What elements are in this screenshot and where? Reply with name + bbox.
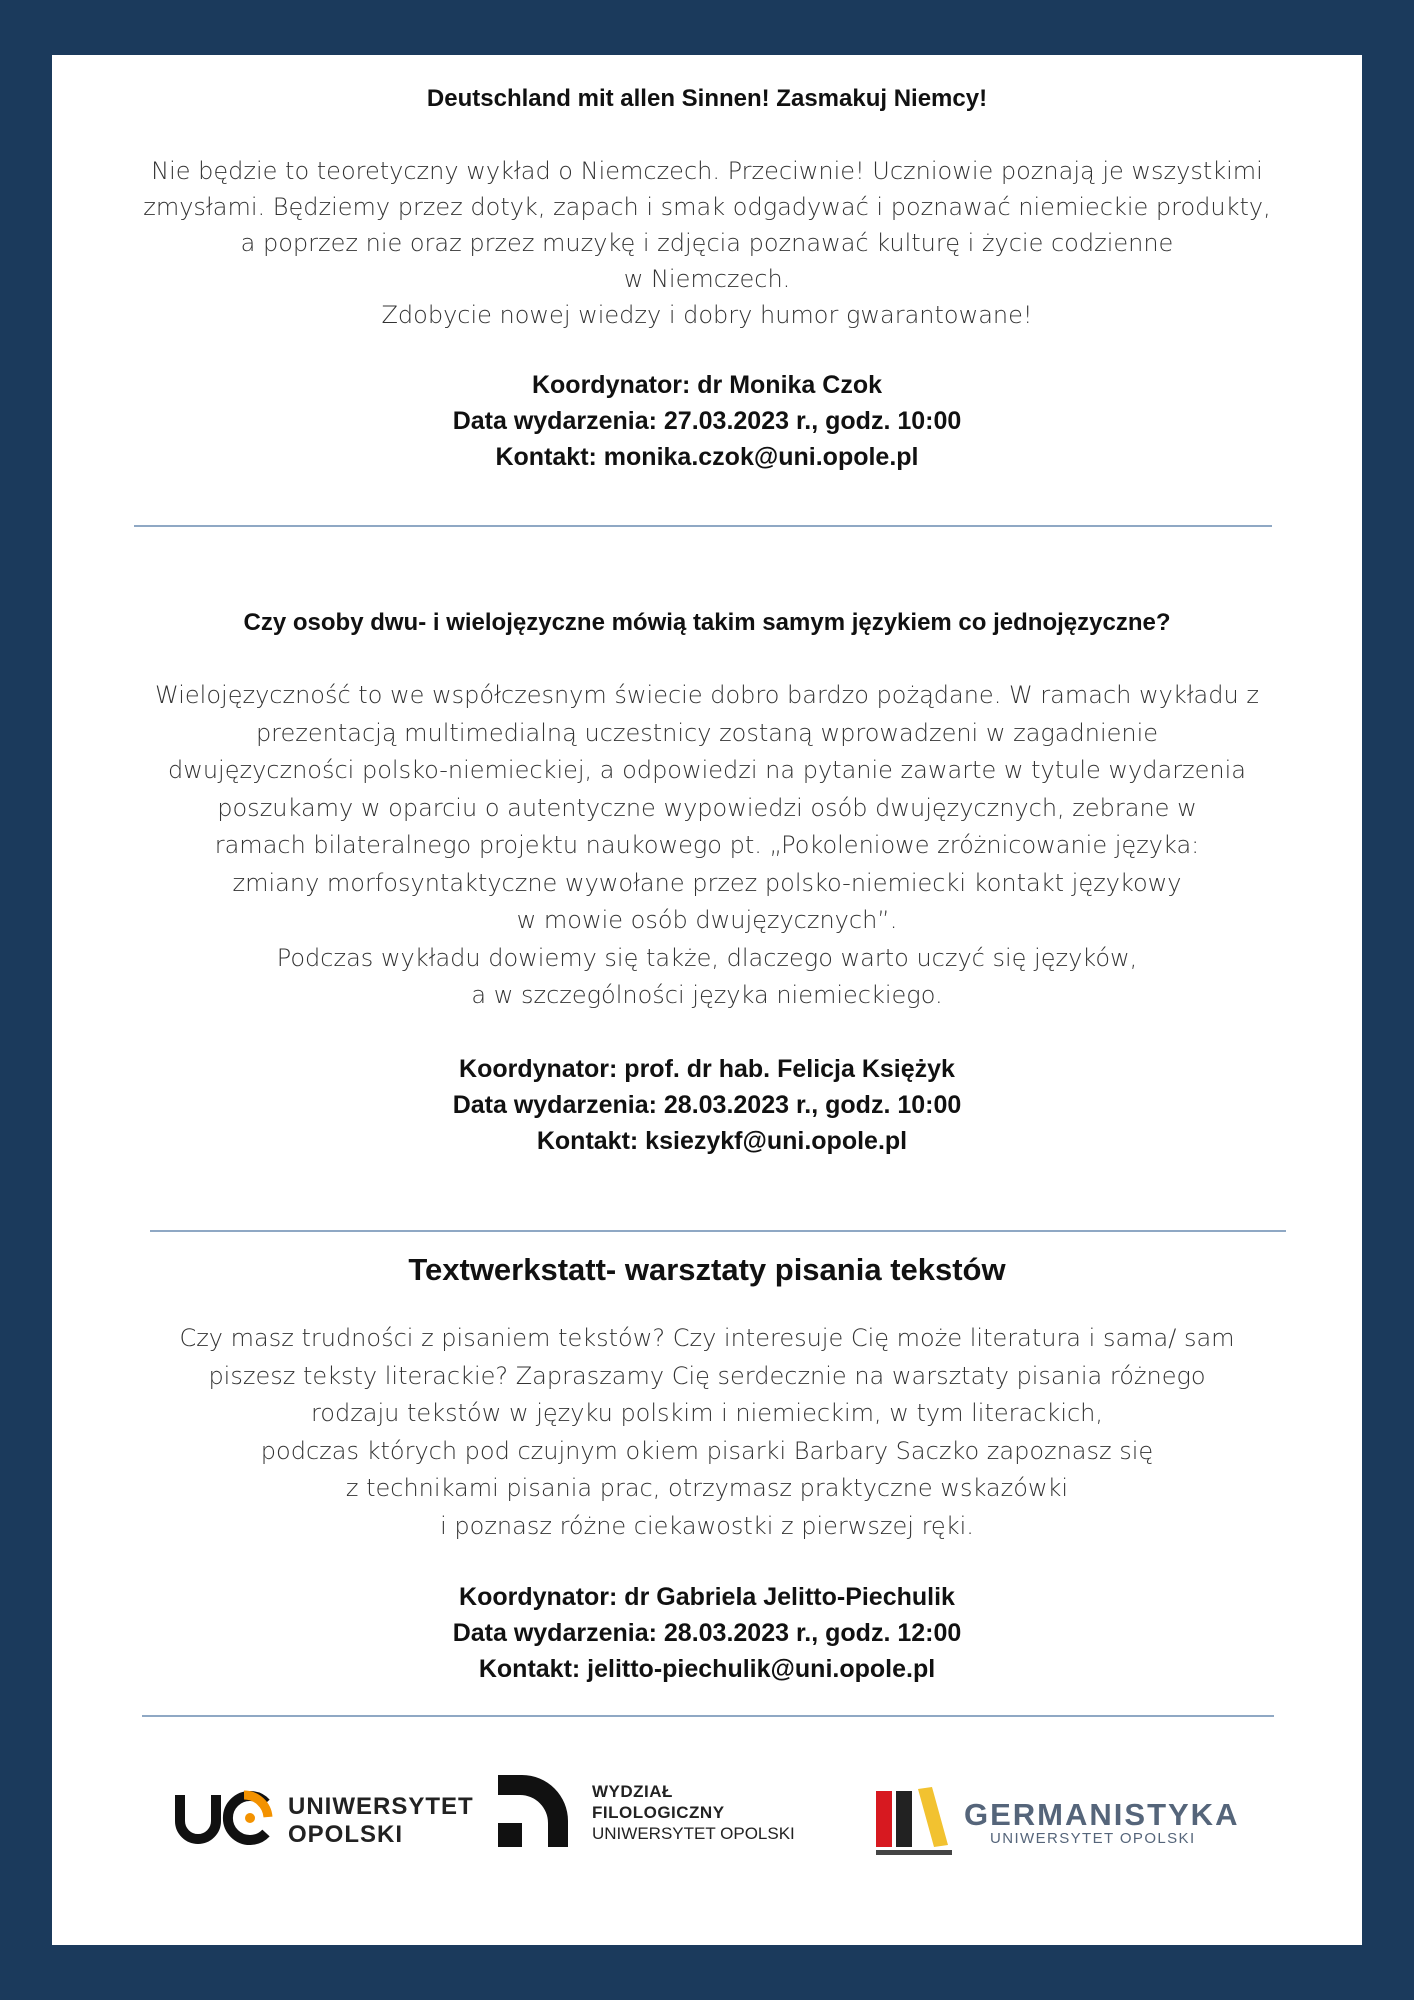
description-line: podczas których pod czujnym okiem pisarki Barbary Saczko zapoznasz się [260,1436,1154,1465]
event-description [52,1320,1362,1545]
section-divider [142,1715,1274,1717]
event-section-2 [52,607,1362,1159]
event-title: Czy osoby dwu- i wielojęzyczne mówią takim samym językiem co jednojęzyczne? [243,609,1171,636]
description-line: rodzaju tekstów w języku polskim i niemieckim, w tym literackich, [310,1399,1104,1427]
uniwersytet-opolski-logo [174,1787,474,1854]
coordinator: Koordynator: dr Monika Czok [531,371,882,399]
event-date: Data wydarzenia: 28.03.2023 r., godz. 10:00 [452,1090,962,1119]
description-line: dwujęzyczności polsko-niemieckiej, a odpowiedzi na pytanie zawarte w tytule wydarzenia [167,756,1247,784]
coordinator: Koordynator: dr Gabriela Jelitto-Piechulik [459,1583,955,1611]
wf-logo-text [592,1781,795,1844]
description-line: prezentacją multimedialną uczestnicy zostaną wprowadzeni w zagadnienie [255,718,1159,747]
wf-logo-line: WYDZIAŁ [592,1782,673,1801]
event-description [52,677,1362,1015]
description-line: Czy masz trudności z pisaniem tekstów? Czy interesuje Cię może literatura i sama/ sam [179,1324,1235,1352]
event-info [52,367,1362,475]
description-line: z technikami pisania prac, otrzymasz praktyczne wskazówki [345,1474,1069,1502]
coordinator: Koordynator: prof. dr hab. Felicja Księżyk [459,1054,955,1083]
event-date: Data wydarzenia: 27.03.2023 r., godz. 10:00 [452,407,962,435]
germanistyka-subtitle: UNIWERSYTET OPOLSKI [990,1829,1196,1847]
event-section-3 [52,1250,1362,1687]
description-line: poszukamy w oparciu o autentyczne wypowiedzi osób dwujęzycznych, zebrane w [217,793,1197,822]
contact-email[interactable]: Kontakt: monika.czok@uni.opole.pl [495,443,919,471]
germanistyka-name: GERMANISTYKA [964,1796,1240,1832]
logo-bar [52,1747,1362,1897]
section-divider [134,525,1272,527]
description-line: ramach bilateralnego projektu naukowego pt. „Pokoleniowe zróżnicowanie języka: [214,831,1200,859]
uo-logo-icon [174,1787,274,1854]
description-line: a w szczególności języka niemieckiego. [471,981,943,1009]
contact-email[interactable]: Kontakt: jelitto-piechulik@uni.opole.pl [478,1655,936,1683]
event-title: Textwerkstatt- warsztaty pisania tekstów [408,1252,1006,1287]
wf-logo-line: UNIWERSYTET OPOLSKI [592,1824,795,1843]
event-date: Data wydarzenia: 28.03.2023 r., godz. 12:00 [452,1619,962,1647]
description-line: w Niemczech. [623,265,791,293]
description-line: Podczas wykładu dowiemy się także, dlaczego warto uczyć się języków, [276,943,1138,972]
event-info [52,1579,1362,1687]
event-section-1 [52,83,1362,475]
description-line: a poprzez nie oraz przez muzykę i zdjęcia poznawać kulturę i życie codzienne [240,229,1174,257]
flyer-page [52,55,1362,1945]
section-divider [150,1230,1286,1232]
description-line: w mowie osób dwujęzycznych”. [516,906,898,934]
event-info [52,1051,1362,1159]
description-line: Zdobycie nowej wiedzy i dobry humor gwarantowane! [381,301,1033,329]
germanistyka-logo [874,1783,1239,1862]
wydzial-filologiczny-logo [492,1769,795,1856]
wf-logo-line: FILOLOGICZNY [592,1803,725,1822]
uo-logo-text [288,1793,474,1849]
event-title: Deutschland mit allen Sinnen! Zasmakuj Niemcy! [426,85,988,112]
description-line: piszesz teksty literackie? Zapraszamy Cię serdecznie na warsztaty pisania różnego [208,1361,1206,1390]
description-line: i poznasz różne ciekawostki z pierwszej ręki. [440,1511,974,1540]
germanistyka-text [964,1796,1240,1847]
uo-logo-line: UNIWERSYTET [288,1792,474,1820]
books-icon [874,1783,954,1862]
contact-email[interactable]: Kontakt: ksiezykf@uni.opole.pl [536,1126,908,1155]
description-line: Nie będzie to teoretyczny wykład o Niemczech. Przeciwnie! Uczniowie poznają je wszystkimi [151,157,1263,185]
event-description [52,153,1362,333]
uo-logo-line: OPOLSKI [288,1820,404,1848]
description-line: zmiany morfosyntaktyczne wywołane przez polsko-niemiecki kontakt językowy [232,868,1182,897]
description-line: zmysłami. Będziemy przez dotyk, zapach i smak odgadywać i poznawać niemieckie produkty, [143,193,1271,221]
description-line: Wielojęzyczność to we współczesnym świecie dobro bardzo pożądane. W ramach wykładu z [155,681,1259,709]
wf-arch-icon [492,1769,574,1856]
